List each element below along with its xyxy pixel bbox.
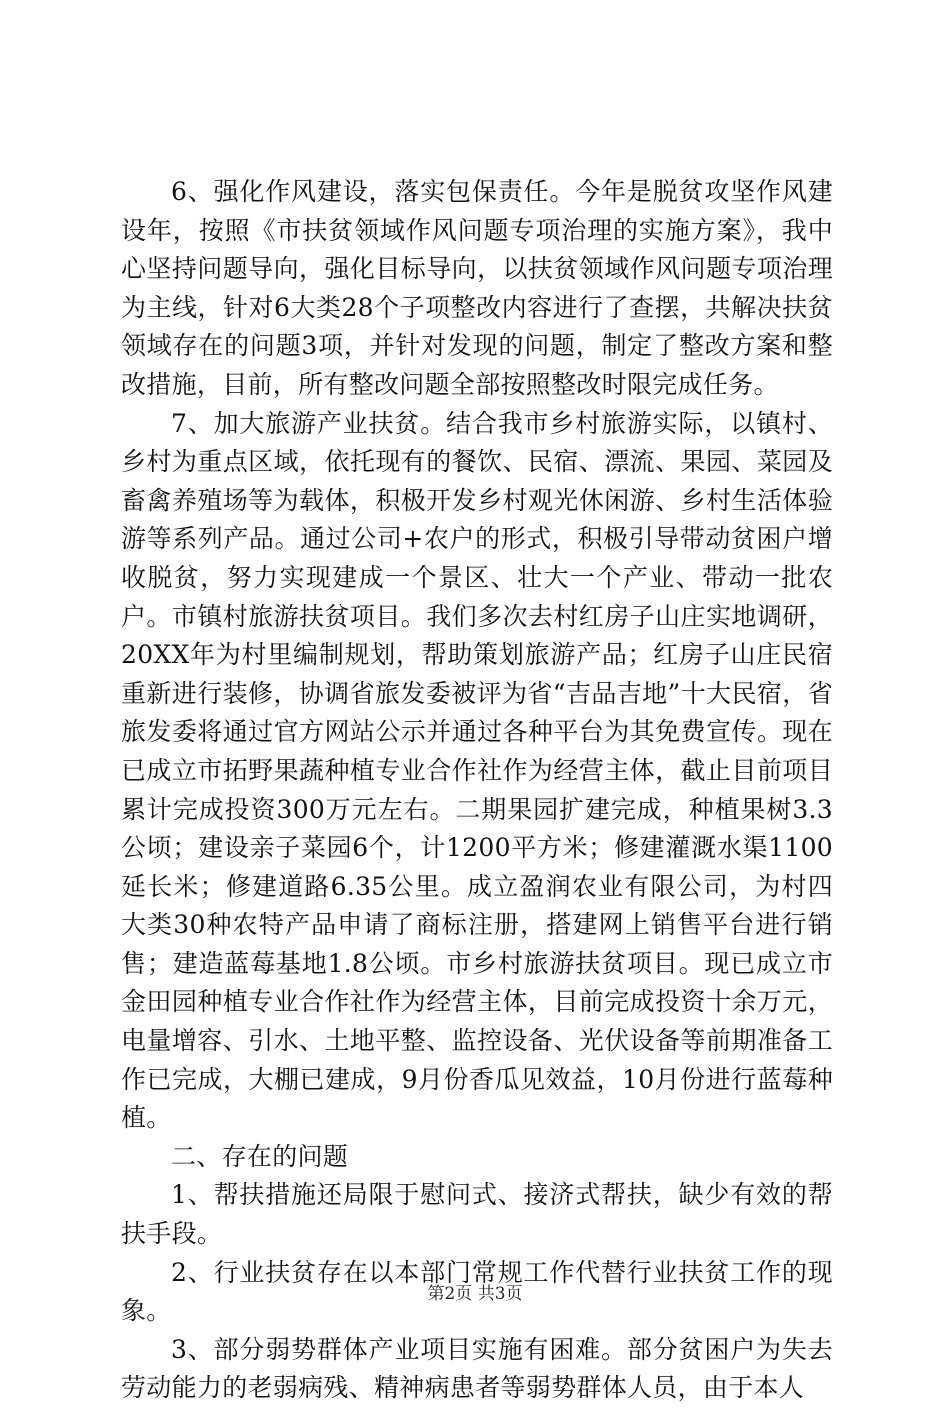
problem-item-3: 3、部分弱势群体产业项目实施有困难。部分贫困户为失去劳动能力的老弱病残、精神病患者等弱势群体人员，由于本人 [121, 1334, 833, 1403]
paragraph-7-tourism-poverty-alleviation: 7、加大旅游产业扶贫。结合我市乡村旅游实际，以镇村、乡村为重点区域，依托现有的餐饮、民宿、漂流、果园、菜园及畜禽养殖场等为载体，积极开发乡村观光休闲游、乡村生活体验游等系列产品。通过公司+农户的形式，积极引导带动贫困户增收脱贫，努力实现建成一个景区、壮大一个产业、带动一批农户。市镇村旅游扶贫项目。我们多次去村红房子山庄实地调研，20XX年为村里编制规划，帮助策划旅游产品；红房子山庄民宿重新进行装修，协调省旅发委被评为省“吉品吉地”十大民宿，省旅发委将通过官方网站公示并通过各种平台为其免费宣传。现在已成立市拓野果蔬种植专业合作社作为经营主体，截止目前项目累计完成投资300万元左右。二期果园扩建完成，种植果树3.3公顷；建设亲子菜园6个，计1200平方米；修建灌溉水渠1100延长米；修建道路6.35公里。成立盈润农业有限公司，为村四大类30种农特产品申请了商标注册，搭建网上销售平台进行销售；建造蓝莓基地1.8公顷。市乡村旅游扶贫项目。现已成立市金田园种植专业合作社作为经营主体，目前完成投资十余万元，电量增容、引水、土地平整、监控设备、光伏设备等前期准备工作已完成，大棚已建成，9月份香瓜见效益，10月份进行蓝莓种植。 [121, 408, 833, 1133]
document-body [121, 173, 833, 1408]
page-number-footer: 第2页 共3页 [427, 1284, 523, 1304]
paragraph-6-style-building: 6、强化作风建设，落实包保责任。今年是脱贫攻坚作风建设年，按照《市扶贫领域作风问题专项治理的实施方案》，我中心坚持问题导向，强化目标导向，以扶贫领域作风问题专项治理为主线，针对6大类28个子项整改内容进行了查摆，共解决扶贫领域存在的问题3项，并针对发现的问题，制定了整改方案和整改措施，目前，所有整改问题全部按照整改时限完成任务。 [121, 177, 833, 399]
problem-item-2: 2、行业扶贫存在以本部门常规工作代替行业扶贫工作的现象。 [121, 1257, 833, 1326]
section-heading-existing-problems: 二、存在的问题 [171, 1141, 349, 1171]
problem-item-1: 1、帮扶措施还局限于慰问式、接济式帮扶，缺少有效的帮扶手段。 [121, 1180, 833, 1249]
